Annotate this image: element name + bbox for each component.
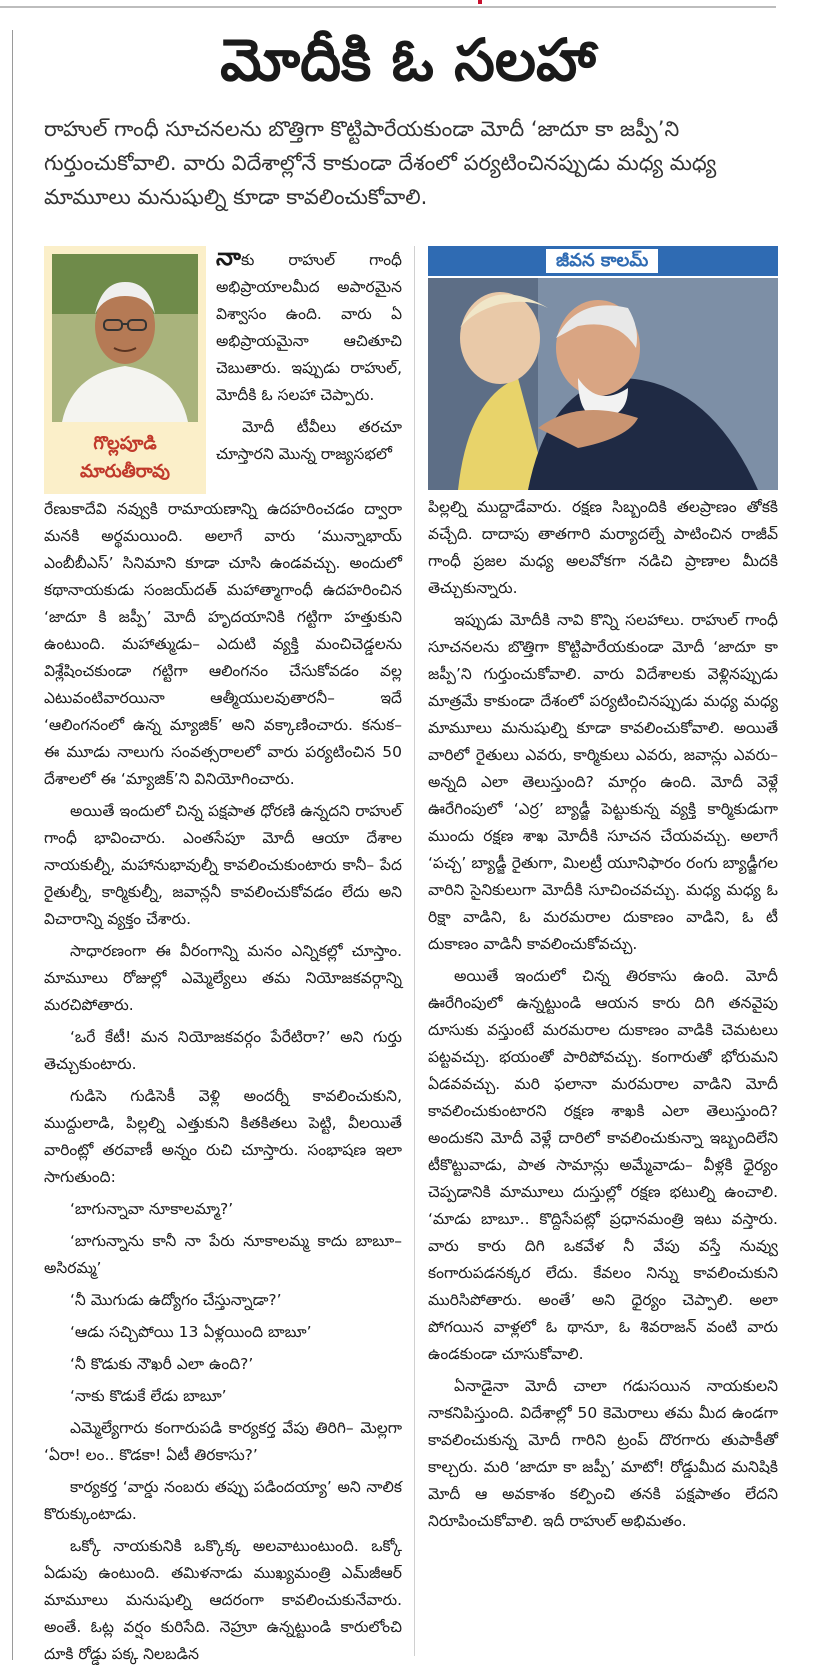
paragraph: ఏనాడైనా మోదీ చాలా గడుసయిన నాయకులని నాకనిపిస్తుంది. విదేశాల్లో 50 కెమెరాలు తమ మీద ఉండగా కావలించుకున్న మోదీ గారిని ట్రంప్ దొరగారు తుపాకీతో కాల్చరు. మరి ‘జాదూ కా జప్పీ’ మాటో! రోడ్డుమీద మనిషికి మోదీ ఆ అవకాశం కల్పించి తనకి పక్షపాతం లేదని నిరూపించుకోవాలి. ఇదీ రాహుల్ అభిమతం. [428,1377,778,1530]
left-column [44,496,402,1673]
right-column [428,494,778,1540]
paragraph: అయితే ఇందులో చిన్న తిరకాసు ఉంది. మోదీ ఊరేగింపులో ఉన్నట్టుండి ఆయన కారు దిగి తనవైపు దూసుకు వస్తుంటే మరమరాల దుకాణం వాడికి చెమటలు పట్టవచ్చు. భయంతో పారిపోవచ్చు. కంగారుతో భోరుమని ఏడవవచ్చు. మరి ఫలానా మరమరాల వాడిని మోదీ కావలించుకుంటారని రక్షణ శాఖకి ఎలా తెలుస్తుంది? అందుకని మోదీ వెళ్లే దారిలో కావలించుకున్నా ఇబ్బందిలేని టీకొట్టువాడు, పాత సామాన్లు అమ్మేవాడు– వీళ్లకి ధైర్యం చెప్పడానికి మామూలు దుస్తుల్లో రక్షణ భటుల్ని ఉంచాలి. ‘మాడు బాబూ.. కొద్దిసేపట్లో ప్రధానమంత్రి ఇటు వస్తారు. వారు కారు దిగి ఒకవేళ నీ వేపు వస్తే నువ్వు కంగారుపడనక్కర లేదు. కేవలం నిన్ను కావలించుకుని మురిసిపోతారు. అంతే’ అని ధైర్యం చెప్పాలి. అలా పోగయిన వాళ్లలో ఓ థానూ, ఓ శివరాజన్ వంటి వారు ఉండకుండా చూసుకోవాలి. [428,967,778,1363]
paragraph: ఇప్పుడు మోదీకి నావి కొన్ని సలహాలు. రాహుల్ గాంధీ సూచనలను బొత్తిగా కొట్టిపారేయకుండా మోదీ ‘జాదూ కా జప్పీ’ని గుర్తుంచుకోవాలి. వారు విదేశాలకు వెళ్లినప్పుడు మాత్రమే కాకుండా దేశంలో పర్యటించినప్పుడు మధ్య మధ్య మామూలు మనుషుల్ని కూడా కావలించుకోవాలి. అయితే వారిలో రైతులు ఎవరు, కార్మికులు ఎవరు, జవాన్లు ఎవరు– అన్నది ఎలా తెలుస్తుంది? మార్గం ఉంది. మోదీ వెళ్లే ఊరేగింపులో ‘ఎర్ర’ బ్యాడ్జీ పెట్టుకున్న వ్యక్తి కార్మికుడుగా ముందు రక్షణ శాఖ మోదీకి సూచన చేయవచ్చు. అలాగే ‘పచ్చ’ బ్యాడ్జీ రైతుగా, మిలట్రీ యూనిఫారం రంగు బ్యాడ్జీగల వారిని సైనికులుగా మోదీకి సూచించవచ్చు. మధ్య మధ్య ఓ రిక్షా వాడిని, ఓ మరమరాల దుకాణం వాడిని, ఓ టీ దుకాణం వాడినీ కావలించుకోవచ్చు. [428,611,778,953]
paragraph-continued: పిల్లల్ని ముద్దాడేవారు. రక్షణ సిబ్బందికి తలప్రాణం తోకకి వచ్చేది. దాదాపు తాతగారి మర్యాదల్నే పాటించిన రాజీవ్ గాంధీ ప్రజల మధ్య అలవోకగా నడిచి ప్రాణాల మీదకి తెచ్చుకున్నారు. [428,498,778,597]
paragraph: అయితే ఇందులో చిన్న పక్షపాత ధోరణి ఉన్నదని రాహుల్ గాంధీ భావించారు. ఎంతసేపూ మోదీ ఆయా దేశాల నాయకుల్నీ, మహానుభావుల్నీ కావలించుకుంటారు కానీ– పేద రైతుల్నీ, కార్మికుల్నీ, జవాన్లనీ కావలించుకోవడం లేదు అని విచారాన్ని వ్యక్తం చేశారు. [44,802,402,928]
paragraph: ఒక్కో నాయకునికి ఒక్కొక్క అలవాటుంటుంది. ఒక్కో ఏడుపు ఉంటుంది. తమిళనాడు ముఖ్యమంత్రి ఎమ్‌జీఆర్ మామూలు మనుషుల్ని ఆదరంగా కావలించుకునేవారు. అంతే. ఓట్ల వర్షం కురిసేది. నెహ్రూ ఉన్నట్టుండి కారులోంచి దూకి రోడ్డు పక్క నిలబడిన [44,1537,402,1663]
author-name [44,430,206,486]
dialogue-line: ‘నీ కొడుకు నౌఖరీ ఎలా ఉంది?’ [70,1355,254,1373]
headline: మోదీకి ఓ సలహా [220,26,596,94]
paragraph: కార్యకర్త ‘వార్డు నంబరు తప్పు పడిందయ్యా’ అని నాలిక కొరుక్కుంటాడు. [44,1478,402,1523]
paragraph-continued: రేణుకాదేవి నవ్వుకి రామాయణాన్ని ఉదహరించడం ద్వారా మనకి అర్థమయింది. అలాగే వారు ‘మున్నాభాయ్ ఎంబీబీఎస్’ సినిమాని కూడా చూసి ఉండవచ్చు. అందులో కథానాయకుడు సంజయ్‌దత్ మహాత్మాగాంధీ ఉదహరించిన ‘జాదూ కి జప్పీ’ మోదీ హృదయానికి గట్టిగా హత్తుకుని ఉంటుంది. మహాత్ముడు– ఎదుటి వ్యక్తి మంచిచెడ్డలను విశ్లేషించకుండా గట్టిగా ఆలింగనం చేసుకోవడం వల్ల ఎటువంటివారయినా ఆత్మీయులవుతారనీ– ఇదే ‘ఆలింగనంలో ఉన్న మ్యాజిక్’ అని వక్కాణించారు. కనుక– ఈ మూడు నాలుగు సంవత్సరాలలో వారు పర్యటించిన 50 దేశాలలో ఈ ‘మ్యాజిక్’ని వినియోగించారు. [44,500,402,788]
paragraph: సాధారణంగా ఈ వీరంగాన్ని మనం ఎన్నికల్లో చూస్తాం. మామూలు రోజుల్లో ఎమ్మెల్యేలు తమ నియోజకవర్గాన్ని మరచిపోతారు. [44,942,402,1014]
top-accent-mark [478,0,482,4]
news-photo [428,278,778,490]
opening-text: కు రాహుల్ గాంధీ అభిప్రాయాలమీద అపారమైన విశ్వాసం ఉంది. వారు ఏ అభిప్రాయమైనా ఆచితూచి చెబుతారు. ఇప్పుడు రాహుల్, మోదీకి ఓ సలహా చెప్పారు. [216,251,402,404]
dialogue-line: ‘ఆడు సచ్చిపోయి 13 ఏళ్లయింది బాబూ’ [70,1323,312,1341]
left-top-column [216,244,402,473]
author-portrait-image [52,254,198,422]
dialogue-line: ‘నీ మొగుడు ఉద్యోగం చేస్తున్నాడా?’ [70,1291,282,1309]
paragraph: మోదీ టీవీలు తరచూ చూస్తారని మొన్న రాజ్యసభలో [216,418,402,463]
column-divider [414,246,415,1656]
author-box [44,246,206,494]
author-name-line-1: గొల్లపూడి [93,433,157,454]
column-tag [428,246,778,276]
dialogue-line: ‘బాగున్నావా నూకాలమ్మా?’ [70,1200,234,1218]
dialogue-line: ‘నాకు కొడుకే లేడు బాబూ’ [70,1387,227,1405]
paragraph: ‘ఒరే కేటీ! మన నియోజకవర్గం పేరేటిరా?’ అని గుర్తు తెచ్చుకుంటారు. [44,1028,402,1073]
author-name-line-2: మారుతీరావు [79,461,171,482]
column-tag-label: జీవన కాలమ్ [546,249,658,273]
top-rule [0,6,776,8]
author-photo [52,254,198,422]
left-rule [12,30,13,1660]
dialogue-line: ‘బాగున్నాను కానీ నా పేరు నూకాలమ్మ కాదు బాబూ– అసిరమ్మ’ [44,1232,402,1277]
drop-cap: నా [216,243,241,271]
hug-photo-image [428,278,778,490]
paragraph: గుడిసె గుడిసెకీ వెళ్లి అందర్నీ కావలించుకుని, ముద్దులాడి, పిల్లల్ని ఎత్తుకుని కితకితలు పెట్టి, వీలయితే వారింట్లో తరవాణీ అన్నం రుచి చూస్తారు. సంభాషణ ఇలా సాగుతుంది: [44,1087,402,1186]
opening-paragraph [216,244,402,409]
paragraph: ఎమ్మెల్యేగారు కంగారుపడి కార్యకర్త వేపు తిరిగి– మెల్లగా ‘ఏరా! లం.. కొడకా! ఏటీ తిరకాసు?’ [44,1419,402,1464]
standfirst: రాహుల్ గాంధీ సూచనలను బొత్తిగా కొట్టిపారేయకుండా మోదీ ‘జాదూ కా జప్పీ’ని గుర్తుంచుకోవాలి. వారు విదేశాల్లోనే కాకుండా దేశంలో పర్యటించినప్పుడు మధ్య మధ్య మామూలు మనుషుల్ని కూడా కావలించుకోవాలి. [44,117,717,209]
